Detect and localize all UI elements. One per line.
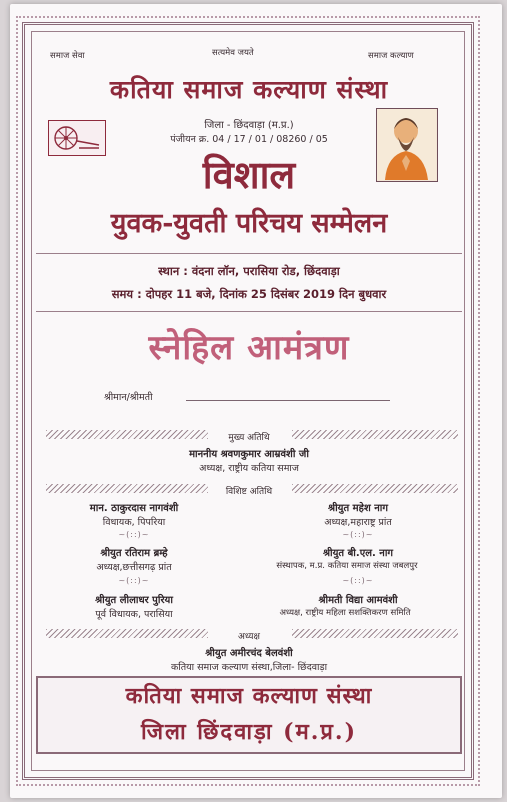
chief-guest-role: अध्यक्ष, राष्ट्रीय कतिया समाज <box>199 463 299 474</box>
footer-organization: कतिया समाज कल्याण संस्था <box>125 683 373 709</box>
president-heading: अध्यक्ष <box>238 632 260 642</box>
special-guest-role: पूर्व विधायक, परासिया <box>95 609 173 620</box>
district-line: जिला - छिंदवाड़ा (म.प्र.) <box>204 120 294 131</box>
special-guest-name: श्रीयुत रतिराम ब्रम्हे <box>100 548 168 559</box>
top-center-label: सत्यमेव जयते <box>212 48 254 58</box>
special-guest-role: संस्थापक, म.प्र. कतिया समाज संस्था जबलपुर <box>276 561 418 571</box>
special-guest-name: श्रीयुत लीलाधर पुरिया <box>95 595 173 606</box>
ornament-flourish: ~(::)~ <box>118 530 150 539</box>
ornament-flourish: ~(::)~ <box>342 530 374 539</box>
top-right-label: समाज कल्याण <box>368 51 414 61</box>
ornament-flourish: ~(::)~ <box>342 576 374 585</box>
event-venue: स्थान : वंदना लॉन, परासिया रोड, छिंदवाड़ा <box>158 264 340 278</box>
divider <box>36 253 462 254</box>
special-guest-role: अध्यक्ष,महाराष्ट्र प्रांत <box>324 517 392 528</box>
footer-district: जिला छिंदवाड़ा (म.प्र.) <box>141 719 357 745</box>
top-left-label: समाज सेवा <box>50 51 85 61</box>
special-guest-role: अध्यक्ष, राष्ट्रीय महिला सशक्तिकरण समिति <box>279 608 411 618</box>
special-guest-role: अध्यक्ष,छत्तीसगढ़ प्रांत <box>96 562 172 573</box>
special-guest-name: श्रीयुत बी.एल. नाग <box>322 548 394 559</box>
president-role: कतिया समाज कल्याण संस्था,जिला- छिंदवाड़ा <box>170 662 328 673</box>
chief-guest-heading: मुख्य अतिथि <box>228 433 270 443</box>
divider <box>36 311 462 312</box>
president-name: श्रीयुत अमीरचंद बेलवंशी <box>205 648 293 659</box>
chief-guest-name: माननीय श्रवणकुमार आम्रवंशी जी <box>189 449 309 460</box>
event-time: समय : दोपहर 11 बजे, दिनांक 25 दिसंबर 2019 दिन बुधवार <box>111 287 387 301</box>
special-guest-name: श्रीमती विद्या आमवंशी <box>318 595 398 606</box>
salutation-label: श्रीमान/श्रीमती <box>104 392 153 403</box>
special-guest-role: विधायक, पिपरिया <box>102 517 166 528</box>
registration-number: पंजीयन क्र. 04 / 17 / 01 / 08260 / 05 <box>170 134 328 145</box>
event-title-vishal: विशाल <box>202 152 296 197</box>
special-guest-name: श्रीयुत महेश नाग <box>328 503 388 514</box>
organization-title: कतिया समाज कल्याण संस्था <box>109 75 389 104</box>
event-title-sammelan: युवक-युवती परिचय सम्मेलन <box>110 208 388 239</box>
invitation-title: स्नेहिल आमंत्रण <box>148 328 350 368</box>
name-fill-line <box>186 400 390 401</box>
special-guest-heading: विशिष्ट अतिथि <box>225 487 273 497</box>
special-guest-name: मान. ठाकुरदास नागवंशी <box>89 503 179 514</box>
ornament-flourish: ~(::)~ <box>118 576 150 585</box>
